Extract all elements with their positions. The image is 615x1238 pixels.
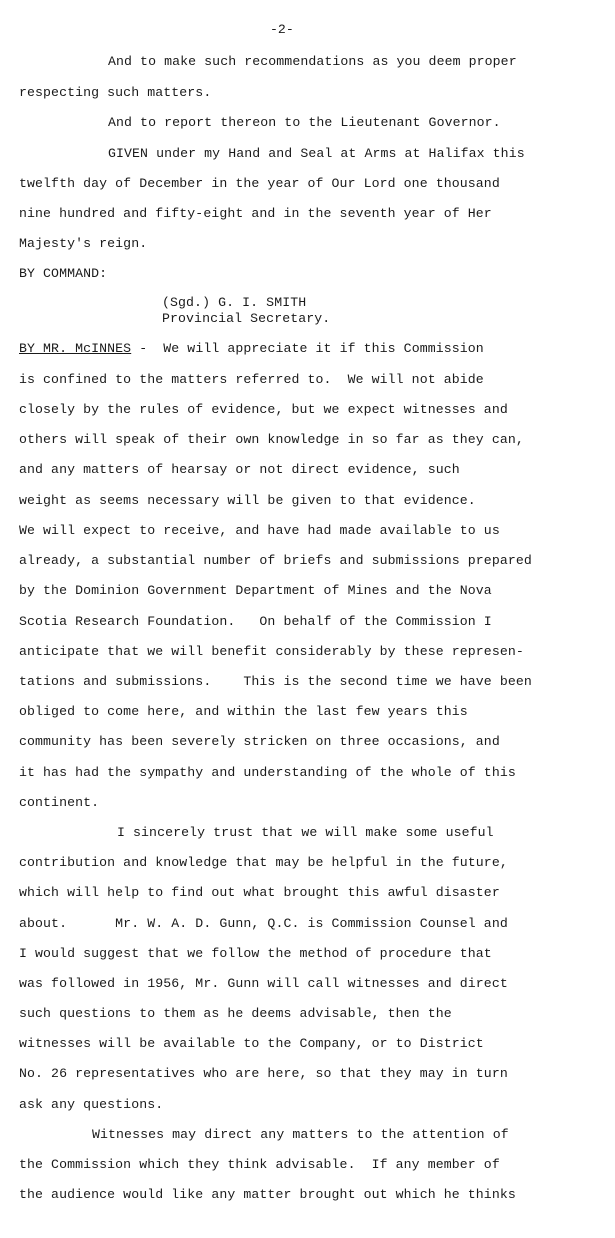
statement-line: already, a substantial number of briefs and submissions prepared — [19, 553, 532, 568]
paragraph3-line: Witnesses may direct any matters to the attention of — [92, 1127, 509, 1142]
paragraph2-line: No. 26 representatives who are here, so that they may in turn — [19, 1066, 508, 1081]
paragraph2-line: contribution and knowledge that may be helpful in the future, — [19, 855, 508, 870]
paragraph2-line: which will help to find out what brought this awful disaster — [19, 885, 500, 900]
intro-line-1: And to make such recommendations as you deem proper — [108, 54, 517, 69]
given-line-4: Majesty's reign. — [19, 236, 148, 251]
signature-title: Provincial Secretary. — [162, 311, 331, 326]
speaker-name: BY MR. McINNES — [19, 341, 132, 356]
paragraph3-line: the audience would like any matter brought out which he thinks — [19, 1187, 516, 1202]
by-command: BY COMMAND: — [19, 266, 108, 281]
statement-line-0: We will appreciate it if this Commission — [163, 341, 484, 356]
statement-line: anticipate that we will benefit considerably by these represen- — [19, 644, 524, 659]
given-line-2: twelfth day of December in the year of Our Lord one thousand — [19, 176, 500, 191]
paragraph2-line: was followed in 1956, Mr. Gunn will call witnesses and direct — [19, 976, 508, 991]
statement-line: it has had the sympathy and understanding of the whole of this — [19, 765, 516, 780]
paragraph2-line: about. Mr. W. A. D. Gunn, Q.C. is Commission Counsel and — [19, 916, 508, 931]
statement-line: by the Dominion Government Department of Mines and the Nova — [19, 583, 492, 598]
statement-line: obliged to come here, and within the last few years this — [19, 704, 468, 719]
paragraph2-line: I would suggest that we follow the method of procedure that — [19, 946, 492, 961]
statement-line: closely by the rules of evidence, but we expect witnesses and — [19, 402, 508, 417]
statement-line: We will expect to receive, and have had made available to us — [19, 523, 500, 538]
statement-line: is confined to the matters referred to. We will not abide — [19, 372, 484, 387]
statement-line: others will speak of their own knowledge in so far as they can, — [19, 432, 524, 447]
paragraph2-line: such questions to them as he deems advisable, then the — [19, 1006, 452, 1021]
given-line-3: nine hundred and fifty-eight and in the seventh year of Her — [19, 206, 492, 221]
given-line-1: GIVEN under my Hand and Seal at Arms at Halifax this — [108, 146, 525, 161]
intro-line-3: And to report thereon to the Lieutenant Governor. — [108, 115, 501, 130]
intro-line-2: respecting such matters. — [19, 85, 212, 100]
paragraph2-line: I sincerely trust that we will make some useful — [117, 825, 494, 840]
statement-line: continent. — [19, 795, 100, 810]
statement-line: weight as seems necessary will be given to that evidence. — [19, 493, 476, 508]
paragraph2-line: witnesses will be available to the Company, or to District — [19, 1036, 484, 1051]
statement-line: Scotia Research Foundation. On behalf of the Commission I — [19, 614, 492, 629]
page-number: -2- — [270, 22, 294, 37]
speaker-dash: - — [131, 341, 164, 356]
statement-line: tations and submissions. This is the second time we have been — [19, 674, 532, 689]
statement-first-line — [19, 341, 484, 357]
statement-line: and any matters of hearsay or not direct evidence, such — [19, 462, 460, 477]
statement-line: community has been severely stricken on three occasions, and — [19, 734, 500, 749]
signature-name: (Sgd.) G. I. SMITH — [162, 295, 307, 310]
paragraph2-line: ask any questions. — [19, 1097, 164, 1112]
paragraph3-line: the Commission which they think advisable. If any member of — [19, 1157, 500, 1172]
